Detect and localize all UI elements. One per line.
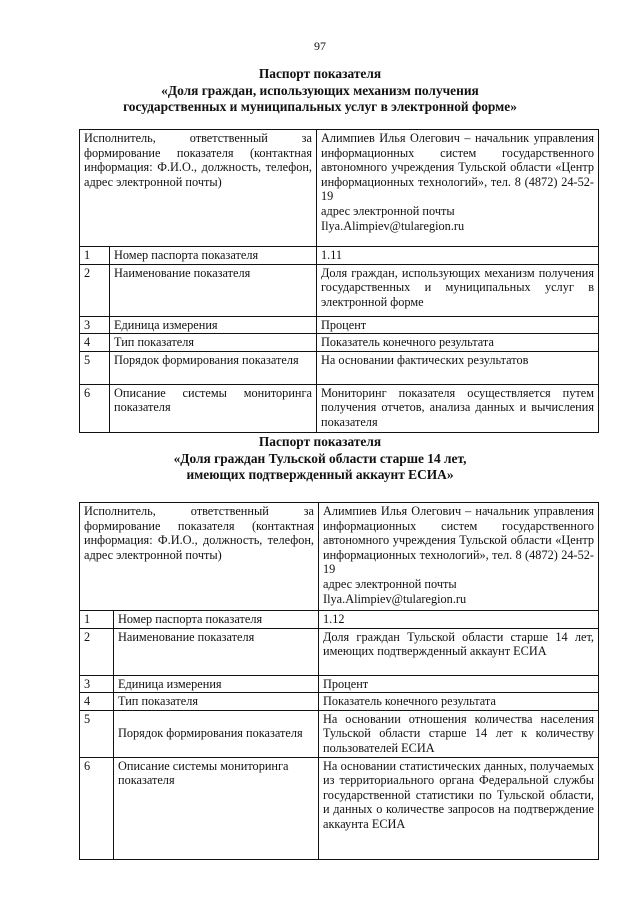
table-row: [80, 334, 599, 352]
row-number: 2: [80, 628, 114, 675]
contact-email-label: адрес электронной почты: [323, 576, 457, 591]
row-number: 1: [80, 247, 110, 265]
row-value: Процент: [317, 316, 599, 334]
row-value: Доля граждан Тульской области старше 14 лет, имеющих подтвержденный аккаунт ЕСИА: [319, 628, 599, 675]
row-value: Показатель конечного результата: [317, 334, 599, 352]
row-label: Описание системы мониторинга показателя: [114, 757, 319, 859]
table-row: [80, 628, 599, 675]
passport1-title: [60, 66, 580, 116]
row-number: 1: [80, 611, 114, 629]
row-value: На основании фактических результатов: [317, 351, 599, 384]
row-label: Единица измерения: [110, 316, 317, 334]
row-label: Номер паспорта показателя: [110, 247, 317, 265]
passport2-title-line: «Доля граждан Тульской области старше 14 лет,: [173, 450, 467, 466]
row-label: Порядок формирования показателя: [114, 710, 319, 757]
table-row: [80, 316, 599, 334]
row-number: 2: [80, 264, 110, 316]
row-value: 1.12: [319, 611, 599, 629]
row-label: Тип показателя: [110, 334, 317, 352]
row-number: 6: [80, 757, 114, 859]
contact-value: [319, 503, 599, 611]
row-number: 4: [80, 693, 114, 711]
row-number: 5: [80, 710, 114, 757]
row-value: На основании статистических данных, получаемых из территориального органа Федеральной службы государственной статистики по Тульской области, и данных о количестве запросов на подтверждение аккаунта ЕСИА: [319, 757, 599, 859]
contact-email-label: адрес электронной почты: [321, 203, 455, 218]
passport2-table: [79, 502, 599, 860]
table-row: [80, 611, 599, 629]
contact-email: Ilya.Alimpiev@tularegion.ru: [321, 218, 465, 233]
row-number: 3: [80, 675, 114, 693]
row-number: 6: [80, 384, 110, 432]
row-number: 4: [80, 334, 110, 352]
table-row: [80, 351, 599, 384]
row-value: 1.11: [317, 247, 599, 265]
row-value: Процент: [319, 675, 599, 693]
passport2-title-line: имеющих подтвержденный аккаунт ЕСИА»: [186, 467, 454, 482]
row-label: Наименование показателя: [114, 628, 319, 675]
passport1-title-line: Паспорт показателя: [258, 66, 382, 81]
row-value: Мониторинг показателя осуществляется путем получения отчетов, анализа данных и вычисления показателя: [317, 384, 599, 432]
passport1-title-line: государственных и муниципальных услуг в электронной форме»: [123, 99, 517, 114]
contact-value: [317, 130, 599, 247]
passport2-title: [60, 434, 580, 484]
contact-label: Исполнитель, ответственный за формирование показателя (контактная информация: Ф.И.О., должность, телефон, адрес электронной почты): [80, 503, 319, 611]
passport2-title-line: Паспорт показателя: [258, 434, 382, 449]
row-value: Доля граждан, использующих механизм получения государственных и муниципальных услуг в электронной форме: [317, 264, 599, 316]
table-row: [80, 503, 599, 611]
table-row: [80, 757, 599, 859]
row-label: Единица измерения: [114, 675, 319, 693]
row-value: На основании отношения количества населения Тульской области старше 14 лет к количеству пользователей ЕСИА: [319, 710, 599, 757]
page-number: 97: [314, 39, 326, 53]
row-value: Показатель конечного результата: [319, 693, 599, 711]
contact-value-text: Алимпиев Илья Олегович – начальник управления информационных систем государственного автономного учреждения Тульской области «Центр информационных технологий», тел. 8 (4872) 24-52-19: [323, 504, 594, 577]
table-row: [80, 675, 599, 693]
contact-email: Ilya.Alimpiev@tularegion.ru: [323, 591, 467, 606]
table-row: [80, 247, 599, 265]
row-label: Наименование показателя: [110, 264, 317, 316]
row-label: Номер паспорта показателя: [114, 611, 319, 629]
row-label: Порядок формирования показателя: [110, 351, 317, 384]
passport1-table: [79, 129, 599, 433]
row-number: 3: [80, 316, 110, 334]
contact-value-text: Алимпиев Илья Олегович – начальник управления информационных систем государственного автономного учреждения Тульской области «Центр информационных технологий», тел. 8 (4872) 24-52-19: [321, 131, 594, 204]
table-row: [80, 693, 599, 711]
row-number: 5: [80, 351, 110, 384]
table-row: [80, 264, 599, 316]
table-row: [80, 710, 599, 757]
table-row: [80, 384, 599, 432]
row-label: Тип показателя: [114, 693, 319, 711]
contact-label: Исполнитель, ответственный за формирование показателя (контактная информация: Ф.И.О., должность, телефон, адрес электронной почты): [80, 130, 317, 247]
row-label: Описание системы мониторинга показателя: [110, 384, 317, 432]
passport1-title-line: «Доля граждан, использующих механизм получения: [161, 82, 479, 98]
table-row: [80, 130, 599, 247]
